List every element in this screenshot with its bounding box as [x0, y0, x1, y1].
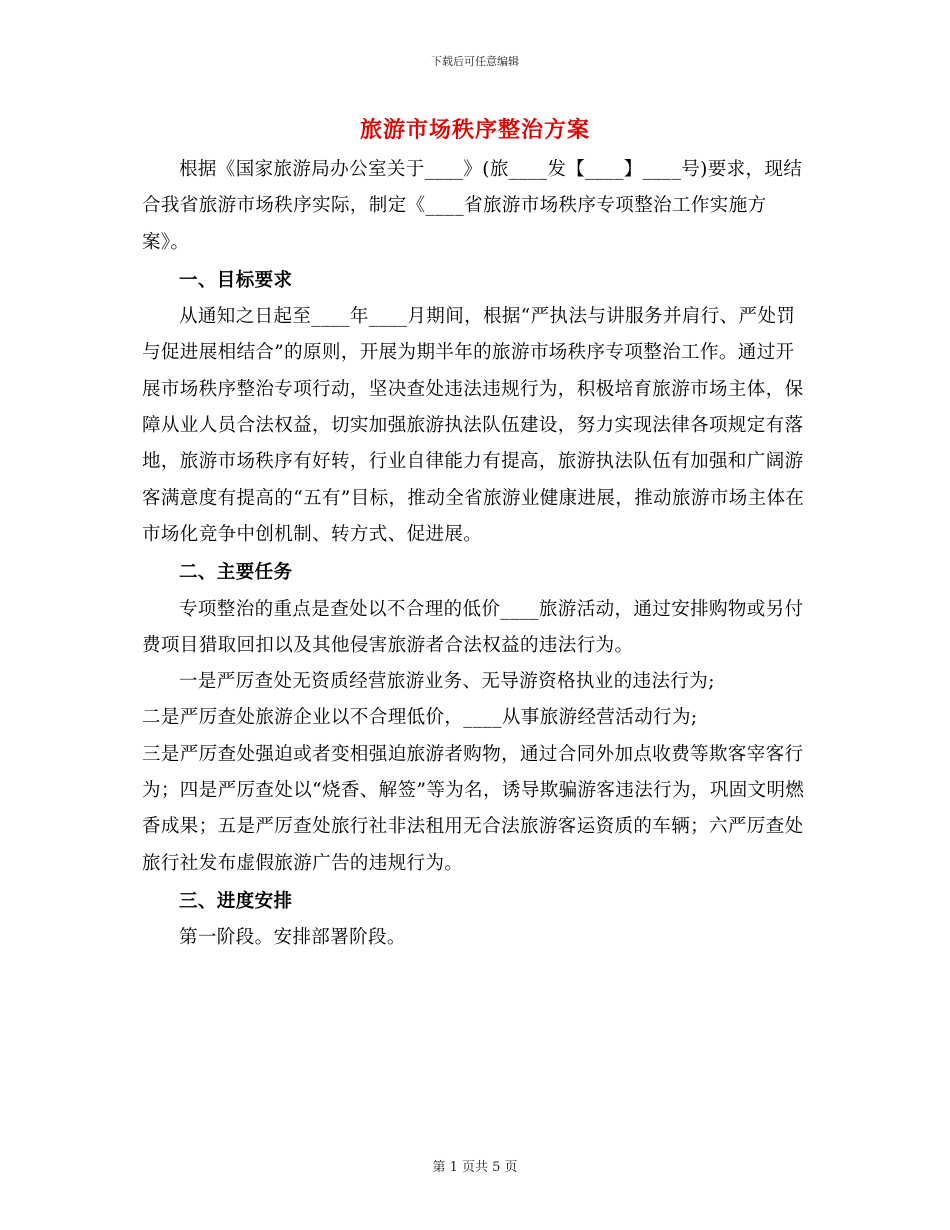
section-heading-1: 一、目标要求: [179, 269, 293, 291]
task-item-1: 一是严厉查处无资质经营旅游业务、无导游资格执业的违法行为;: [179, 671, 715, 693]
document-title: 旅游市场秩序整治方案: [359, 117, 590, 143]
intro-paragraph: 根据《国家旅游局办公室关于____》(旅____发【____】____号)要求，现结合我省旅游市场秩序实际，制定《____省旅游市场秩序专项整治工作实施方案》。: [142, 159, 803, 253]
schedule-paragraph: 第一阶段。安排部署阶段。: [179, 927, 406, 949]
task-item-2: 二是严厉查处旅游企业以不合理低价，____从事旅游经营活动行为;: [142, 707, 698, 729]
document-body: [142, 152, 808, 957]
goal-paragraph: 从通知之日起至____年____月期间，根据“严执法与讲服务并肩行、严处罚与促进展相结合”的原则，开展为期半年的旅游市场秩序专项整治工作。通过开展市场秩序整治专项行动，坚决查处违法违规行为，积极培育旅游市场主体，保障从业人员合法权益，切实加强旅游执法队伍建设，努力实现法律各项规定有落地，旅游市场秩序有好转，行业自律能力有提高，旅游执法队伍有加强和广阔游客满意度有提高的“五有”目标，推动全省旅游业健康进展，推动旅游市场主体在市场化竞争中创机制、转方式、促进展。: [142, 306, 805, 545]
header-note: 下载后可任意编辑: [431, 55, 519, 68]
page-footer: 第 1 页共 5 页: [432, 1160, 518, 1175]
task-paragraph: 专项整治的重点是查处以不合理的低价____旅游活动，通过安排购物或另付费项目猎取回扣以及其他侵害旅游者合法权益的违法行为。: [142, 598, 804, 656]
section-heading-2: 二、主要任务: [179, 562, 293, 584]
task-items-3-6: 三是严厉查处强迫或者变相强迫旅游者购物，通过合同外加点收费等欺客宰客行为；四是严厉查处以“烧香、解签”等为名，诱导欺骗游客违法行为，巩固文明燃香成果；五是严厉查处旅行社非法租用无合法旅游客运资质的车辆；六严厉查处旅行社发布虚假旅游广告的违规行为。: [142, 743, 805, 874]
section-heading-3: 三、进度安排: [179, 890, 293, 912]
